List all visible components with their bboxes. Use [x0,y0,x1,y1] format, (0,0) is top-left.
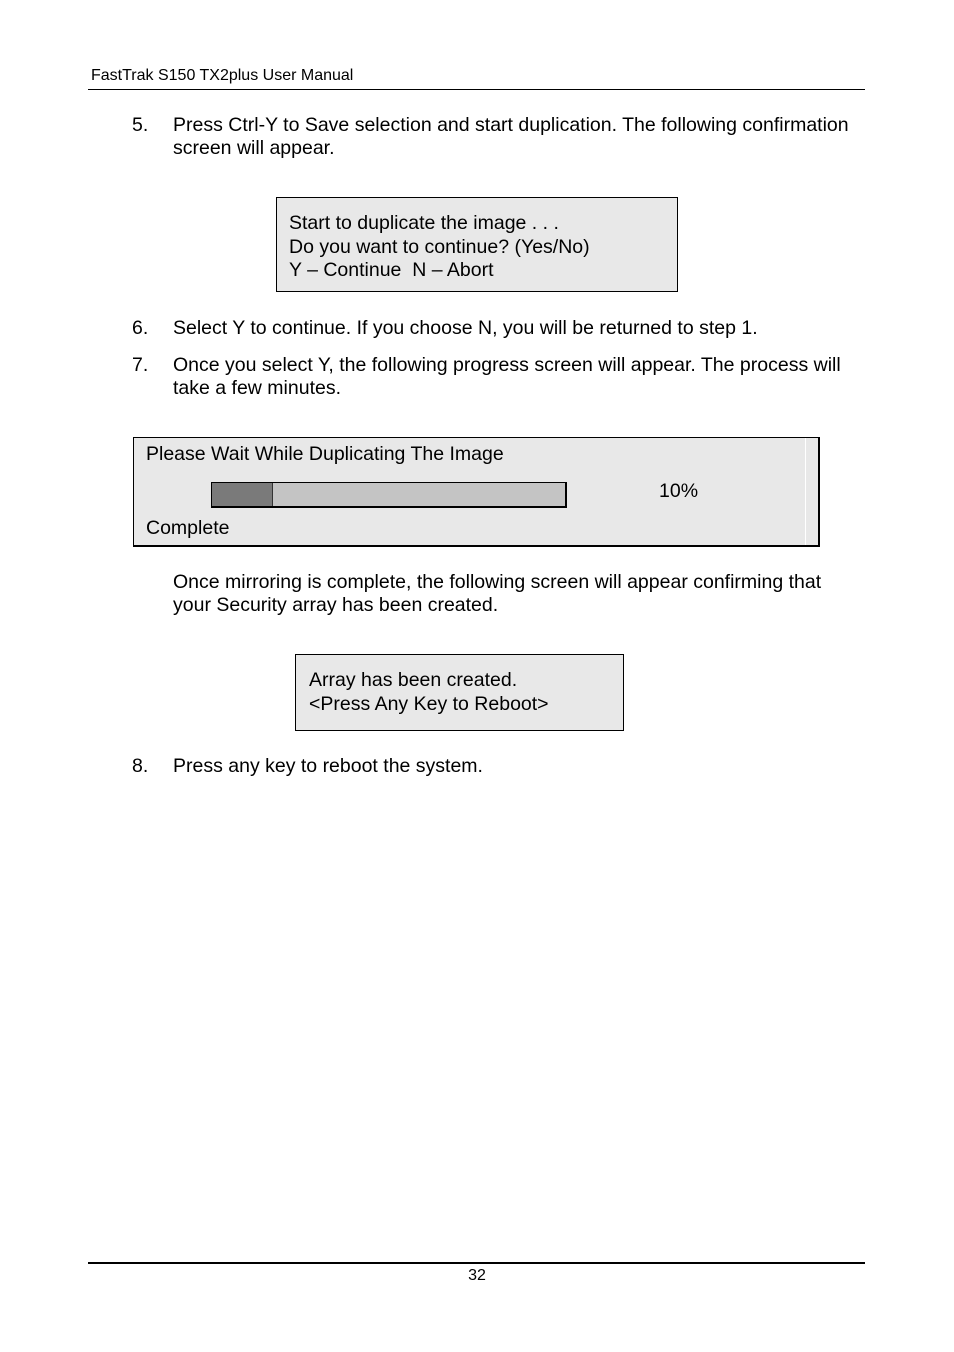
step-text: Select Y to continue. If you choose N, you will be returned to step 1. [173,317,758,339]
progress-title: Please Wait While Duplicating The Image [146,443,504,465]
created-line-1: Array has been created. [309,669,518,691]
step-8 [132,755,862,778]
step-text: Press Ctrl-Y to Save selection and start duplication. The following confirmation screen will appear. [173,114,849,159]
page-number: 32 [468,1267,486,1284]
step-7 [132,354,862,400]
progress-bar-fill [212,483,273,506]
screen-inner-edge [805,438,806,545]
confirm-line-2: Do you want to continue? (Yes/No) [289,235,590,258]
progress-screen [133,437,820,547]
step-5 [132,114,862,160]
progress-bar [211,482,567,508]
confirmation-screen [276,197,678,292]
progress-percent: 10% [659,480,699,502]
step-number: 8. [132,755,149,777]
page-header-title: FastTrak S150 TX2plus User Manual [91,67,354,84]
confirm-line-3: Y – Continue N – Abort [289,259,494,281]
footer-rule [88,1262,865,1264]
mirroring-paragraph: Once mirroring is complete, the following screen will appear confirming that your Security array has been created. [173,571,822,616]
step-number: 5. [132,114,149,136]
array-created-screen [295,654,624,731]
confirm-line-1: Start to duplicate the image . . . [289,212,559,234]
header-rule [88,89,865,90]
step-text: Press any key to reboot the system. [173,755,483,777]
progress-status: Complete [146,517,230,539]
step-6 [132,317,862,340]
step-number: 7. [132,354,149,376]
step-number: 6. [132,317,149,339]
step-text: Once you select Y, the following progress screen will appear. The process will take a few minutes. [173,354,841,399]
created-line-2: <Press Any Key to Reboot> [309,692,549,715]
